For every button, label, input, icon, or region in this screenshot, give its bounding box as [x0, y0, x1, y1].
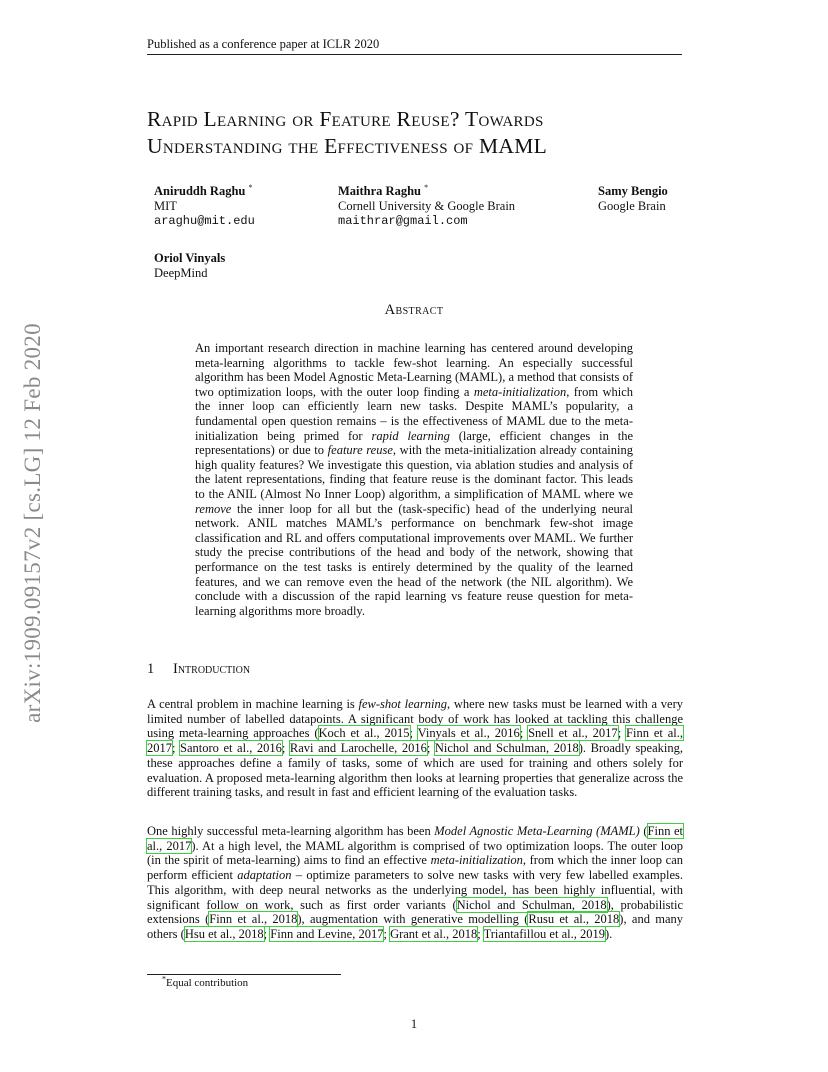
footnote-rule: [147, 974, 341, 975]
paragraph-text: ). Broadly speaking, these approaches define a family of tasks, some of which are used for training and others solely for evaluation. A proposed meta-learning algorithm then looks at learning properties that generalize across the different training tasks, and result in fast and efficient learning of the evaluation tasks.: [147, 741, 683, 800]
abstract-body: [195, 341, 633, 618]
running-header: Published as a conference paper at ICLR 2020: [147, 37, 380, 51]
citation-link[interactable]: Triantafillou et al., 2019: [483, 926, 605, 941]
abstract-emphasis: remove: [195, 501, 232, 516]
citation-link[interactable]: Grant et al., 2018: [390, 926, 478, 941]
paragraph-text: ), and many others (: [147, 912, 684, 941]
title-line-1: Rapid Learning or Feature Reuse? Towards: [147, 107, 544, 131]
author-mark: *: [424, 182, 429, 192]
paragraph-text: , from which the inner loop can perform efficient: [147, 853, 683, 883]
citation-link[interactable]: Finn et al., 2018: [209, 912, 298, 927]
citation-link[interactable]: Ravi and Larochelle, 2016: [289, 741, 427, 756]
citation-separator: ;: [263, 926, 271, 941]
citation-separator: ;: [383, 926, 391, 941]
paragraph-text: (: [639, 824, 648, 838]
citation-link[interactable]: Nichol and Schulman, 2018: [456, 897, 607, 912]
author-affiliation: MIT: [154, 199, 177, 213]
paragraph-text: ), probabilistic extensions (: [147, 897, 683, 927]
citation-separator: ;: [477, 926, 484, 941]
footnote-mark: *: [162, 974, 166, 984]
footnote: [162, 974, 249, 989]
author-email: maithrar@gmail.com: [338, 214, 468, 228]
paragraph-text: A central problem in machine learning is: [147, 697, 359, 711]
abstract-text: the inner loop for all but the (task-specific) head of the underlying neural network. ANIL matches MAML’s performance on benchmark few-shot image classification and RL and offers computational improvements over MAML. We further study the precise contributions of the head and body of the network, showing that performance on the test tasks is entirely determined by the quality of the learned features, and we can remove even the head of the network (the NIL algorithm). We conclude with a discussion of the rapid learning vs feature reuse question for meta-learning algorithms more broadly.: [195, 501, 633, 618]
citation-link[interactable]: Hsu et al., 2018: [184, 926, 264, 941]
section-number: 1: [147, 661, 155, 677]
paragraph-text: One highly successful meta-learning algorithm has been: [147, 824, 435, 838]
paragraph-text: ), augmentation with generative modelling (: [297, 912, 529, 927]
footnote-text: Equal contribution: [166, 977, 249, 989]
paragraph-emphasis: meta-initialization: [430, 853, 523, 868]
citation-link[interactable]: Finn and Levine, 2017: [270, 926, 384, 941]
paragraph-emphasis: Model Agnostic Meta-Learning (MAML): [434, 824, 640, 838]
paper-title: [147, 106, 707, 160]
header-rule: [147, 54, 682, 55]
citation-separator: ;: [426, 741, 435, 756]
abstract-emphasis: meta-initialization: [473, 384, 567, 399]
citation-link[interactable]: Finn et al., 2017: [147, 824, 684, 853]
citation-link[interactable]: Snell et al., 2017: [528, 726, 618, 741]
intro-paragraph-1: [147, 697, 683, 800]
author-affiliation: Cornell University & Google Brain: [338, 199, 516, 213]
arxiv-sidebar: [10, 290, 55, 755]
intro-paragraph-2: [147, 824, 683, 942]
paragraph-emphasis: few-shot learning: [358, 697, 447, 711]
citation-separator: ;: [409, 726, 418, 741]
section-title: Introduction: [173, 661, 251, 677]
title-line-2: Understanding the Effectiveness of MAML: [147, 134, 548, 158]
arxiv-identifier: arXiv:1909.09157v2 [cs.LG] 12 Feb 2020: [19, 322, 45, 723]
citation-link[interactable]: Nichol and Schulman, 2018: [434, 741, 579, 756]
paragraph-text: – optimize parameters to solve new tasks with very few labelled examples. This algorithm, with deep neural networks as the underlying model, has been highly influential, with significant follow on work, such as first order variants (: [147, 868, 683, 912]
author-email: araghu@mit.edu: [154, 214, 255, 228]
author-name: Oriol Vinyals: [154, 251, 226, 265]
citation-separator: ;: [617, 726, 627, 741]
citation-link[interactable]: Santoro et al., 2016: [180, 741, 282, 756]
citation-separator: ;: [519, 726, 529, 741]
paragraph-text: , where new tasks must be learned with a very limited number of labelled datapoints. A significant body of work has looked at tackling this challenge using meta-learning approaches (: [147, 697, 684, 741]
citation-link[interactable]: Finn et al., 2017: [147, 726, 684, 756]
author-1: [154, 184, 255, 229]
paragraph-emphasis: adaptation: [237, 868, 292, 883]
page-number: 1: [410, 1017, 418, 1031]
abstract-emphasis: rapid learning: [371, 428, 450, 443]
citation-link[interactable]: Koch et al., 2015: [318, 726, 410, 741]
author-2: [338, 184, 515, 229]
citation-link[interactable]: Rusu et al., 2018: [528, 912, 620, 927]
author-4: [154, 251, 225, 281]
citation-separator: ;: [281, 741, 290, 756]
paragraph-text: ). At a high level, the MAML algorithm is comprised of two optimization loops. The outer loop (in the spirit of meta-learning) aims to find an effective: [147, 838, 683, 868]
author-name: Maithra Raghu: [338, 184, 421, 198]
citation-separator: ;: [172, 741, 181, 756]
author-name: Samy Bengio: [598, 184, 668, 198]
abstract-text: (large, efficient changes in the representations) or due to: [195, 428, 633, 458]
section-heading-introduction: [147, 661, 250, 678]
author-affiliation: Google Brain: [598, 199, 666, 213]
abstract-text: An important research direction in machine learning has centered around developing meta-learning algorithms to tackle few-shot learning. An especially successful algorithm has been Model Agnostic Meta-Learning (MAML), a method that consists of two optimization loops, with the outer loop finding a: [195, 341, 633, 399]
citation-link[interactable]: Vinyals et al., 2016: [417, 726, 520, 741]
author-3: [598, 184, 668, 214]
abstract-heading: Abstract: [384, 302, 444, 318]
paragraph-text: ).: [604, 926, 613, 941]
abstract-text: , from which the inner loop can efficiently learn new tasks. Despite MAML’s popularity, a fundamental open question remains – is the effectiveness of MAML due to the meta-initialization being primed for: [195, 384, 633, 443]
abstract-text: , with the meta-initialization already containing high quality features? We investigate this question, via ablation studies and analysis of the latent representations, finding that feature reuse is the dominant factor. This leads to the ANIL (Almost No Inner Loop) algorithm, a simplification of MAML where we: [195, 443, 633, 501]
author-affiliation: DeepMind: [154, 266, 208, 280]
abstract-emphasis: feature reuse: [327, 443, 393, 458]
author-mark: *: [248, 182, 253, 192]
author-name: Aniruddh Raghu: [154, 184, 246, 198]
